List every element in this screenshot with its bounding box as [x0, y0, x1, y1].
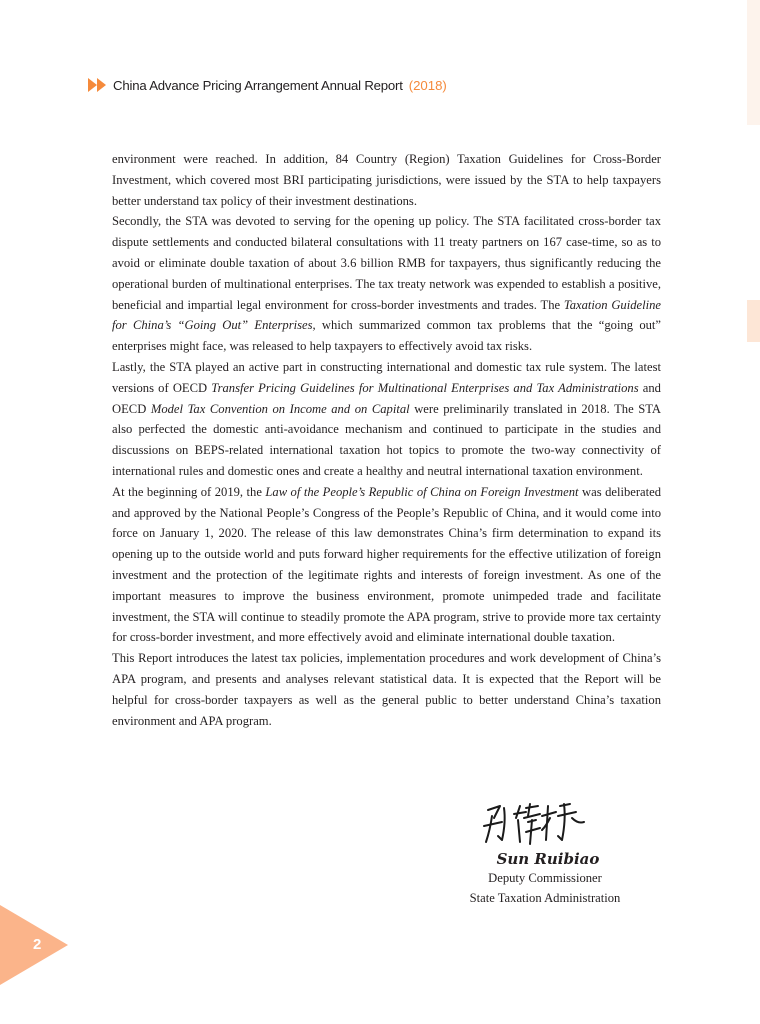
italic-title-text: Transfer Pricing Guidelines for Multinational Enterprises and Tax Administrations [211, 380, 639, 395]
paragraph [112, 648, 661, 731]
running-header [88, 75, 447, 95]
paragraph-text: Lastly, the STA played an active part in constructing international and domestic tax rule system. The latest versions of OECD [112, 359, 661, 395]
paragraph-text: At the beginning of 2019, the [112, 484, 266, 499]
paragraph-text: This Report introduces the latest tax policies, implementation procedures and work development of China’s APA program, and presents and analyses relevant statistical data. It is expected that the Report will be helpful for cross-border taxpayers as well as the general public to better understand China’s taxation environment and APA program. [112, 651, 661, 728]
edge-decoration [747, 0, 760, 125]
paragraph [112, 211, 661, 357]
paragraph [112, 149, 661, 211]
paragraph-text: which summarized common tax problems that the “going out” enterprises might face, was released to help taxpayers to effectively avoid tax risks. [112, 318, 661, 354]
paragraph [112, 357, 661, 482]
italic-title-text: Law of the People’s Republic of China on Foreign Investment [265, 484, 579, 499]
signature-block [455, 800, 635, 908]
body-text [112, 149, 661, 731]
signatory-title: Deputy Commissioner [488, 871, 602, 885]
signatory-organization: State Taxation Administration [469, 891, 621, 905]
double-arrow-icon [88, 78, 108, 92]
paragraph-text: were preliminarily translated in 2018. The STA also perfected the domestic anti-avoidance mechanism and continued to participate in the studies and discussions on BEPS-related international taxation hot topics to promote the two-way connectivity of international rules and domestic ones and create a healthy and neutral international taxation environment. [112, 401, 661, 478]
paragraph-text: and OECD [112, 380, 661, 416]
signatory-name: Sun Ruibiao [496, 850, 600, 868]
italic-title-text: Taxation Guideline for China’s “Going Out” Enterprises, [112, 297, 662, 333]
paragraph-text: Secondly, the STA was devoted to serving for the opening up policy. The STA facilitated cross-border tax dispute settlements and conducted bilateral consultations with 11 treaty partners on 167 case-time, so as to avoid or eliminate double taxation of about 3.6 billion RMB for taxpayers, thus significantly reducing the operational burden of multinational enterprises. The tax treaty network was expended to establish a positive, beneficial and impartial legal environment for cross-border investments and trades. The [112, 214, 661, 312]
handwritten-signature [480, 800, 590, 848]
paragraph [112, 482, 661, 648]
paragraph-text: environment were reached. In addition, 84 Country (Region) Taxation Guidelines for Cross-Border Investment, which covered most BRI participating jurisdictions, were issued by the STA to help taxpayers better understand tax policy of their investment destinations. [112, 152, 661, 208]
page-number: 2 [33, 936, 42, 953]
edge-decoration [747, 300, 760, 342]
report-title: China Advance Pricing Arrangement Annual Report [113, 77, 403, 93]
report-year: (2018) [408, 77, 447, 93]
italic-title-text: Model Tax Convention on Income and on Capital [150, 401, 410, 416]
paragraph-text: was deliberated and approved by the National People’s Congress of the People’s Republic of China, and it would come into force on January 1, 2020. The release of this law demonstrates China’s firm determination to expand its opening up to the outside world and puts forward higher requirements for the effective utilization of foreign investment and the protection of the legitimate rights and interests of foreign investment. As one of the important measures to improve the business environment, promote unimpeded trade and facilitate investment, the STA will continue to steadily promote the APA program, strive to provide more tax certainty for cross-border investment, and more effectively avoid and eliminate international double taxation. [112, 484, 662, 645]
